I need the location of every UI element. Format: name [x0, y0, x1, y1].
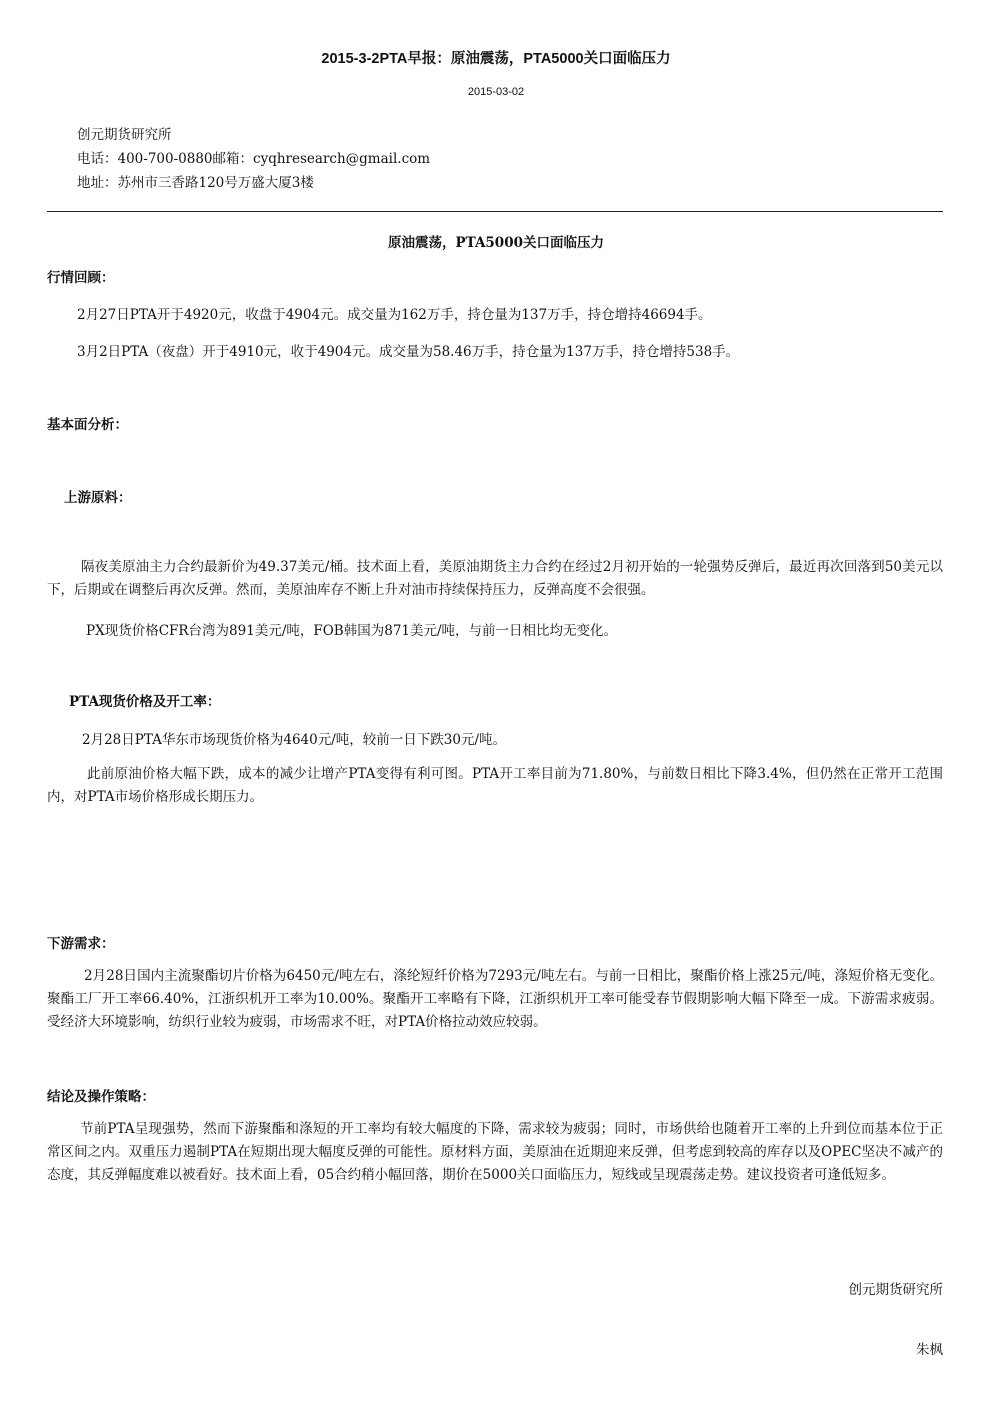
market-review-heading: 行情回顾：	[47, 270, 115, 286]
downstream-heading: 下游需求：	[47, 936, 115, 952]
upstream-paragraph-1: 隔夜美原油主力合约最新价为49.37美元/桶。技术面上看，美原油期货主力合约在经过2月初开始的一轮强势反弹后，最近再次回落到50美元以下，后期或在调整后再次反弹。然而，美原油库存不断上升对油市持续保持压力，反弹高度不会很强。	[47, 559, 943, 598]
org-name: 创元期货研究所	[77, 127, 172, 143]
conclusion-heading: 结论及操作策略：	[47, 1089, 155, 1105]
report-title: 2015-3-2PTA早报：原油震荡，PTA5000关口面临压力	[321, 51, 671, 67]
market-review-paragraph-1: 2月27日PTA开于4920元，收盘于4904元。成交量为162万手，持仓量为137万手，持仓增持46694手。	[77, 307, 712, 323]
upstream-heading: 上游原料：	[64, 490, 132, 506]
address-line: 地址：苏州市三香路120号万盛大厦3楼	[77, 175, 314, 191]
contact-line: 电话：400-700-0880邮箱：cyqhresearch@gmail.com	[77, 151, 431, 167]
spot-paragraph-2: 此前原油价格大幅下跌，成本的减少让增产PTA变得有利可图。PTA开工率目前为71.80%，与前数日相比下降3.4%，但仍然在正常开工范围内，对PTA市场价格形成长期压力。	[47, 766, 943, 805]
report-date: 2015-03-02	[467, 86, 525, 98]
report-subtitle: 原油震荡，PTA5000关口面临压力	[387, 235, 604, 251]
market-review-paragraph-2: 3月2日PTA（夜盘）开于4910元，收于4904元。成交量为58.46万手，持仓量为137万手，持仓增持538手。	[77, 344, 740, 360]
footer-org: 创元期货研究所	[848, 1282, 943, 1298]
conclusion-paragraph-1: 节前PTA呈现强势，然而下游聚酯和涤短的开工率均有较大幅度的下降，需求较为疲弱；同时，市场供给也随着开工率的上升到位而基本位于正常区间之内。双重压力遏制PTA在短期出现大幅度反弹的可能性。原材料方面，美原油在近期迎来反弹，但考虑到较高的库存以及OPEC坚决不减产的态度，其反弹幅度难以被看好。技术面上看，05合约稍小幅回落，期价在5000关口面临压力，短线或呈现震荡走势。建议投资者可逢低短多。	[47, 1121, 943, 1183]
divider	[47, 211, 943, 212]
spot-heading: PTA现货价格及开工率：	[69, 694, 221, 710]
fundamentals-heading: 基本面分析：	[47, 417, 128, 433]
downstream-paragraph-1: 2月28日国内主流聚酯切片价格为6450元/吨左右，涤纶短纤价格为7293元/吨左右。与前一日相比，聚酯价格上涨25元/吨，涤短价格无变化。聚酯工厂开工率66.40%，江浙织机开工率为10.00%。聚酯开工率略有下降，江浙织机开工率可能受春节假期影响大幅下降至一成。下游需求疲弱。受经济大环境影响，纺织行业较为疲弱，市场需求不旺，对PTA价格拉动效应较弱。	[47, 968, 943, 1030]
footer-author: 朱枫	[916, 1342, 943, 1358]
upstream-paragraph-2: PX现货价格CFR台湾为891美元/吨，FOB韩国为871美元/吨，与前一日相比均无变化。	[86, 623, 618, 639]
spot-paragraph-1: 2月28日PTA华东市场现货价格为4640元/吨，较前一日下跌30元/吨。	[82, 732, 506, 748]
